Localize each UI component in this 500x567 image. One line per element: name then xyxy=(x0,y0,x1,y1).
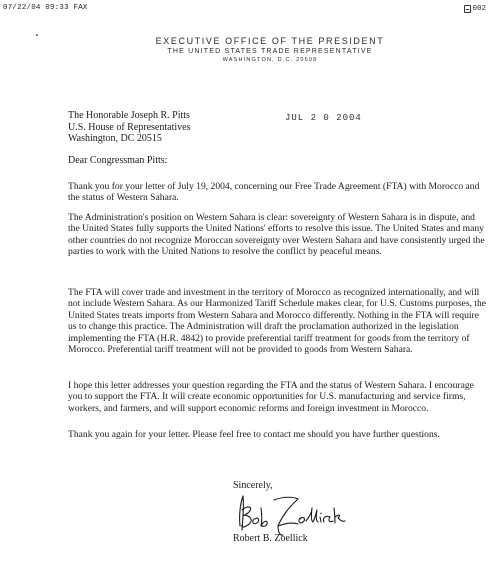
body-paragraph-3: The FTA will cover trade and investment in the territory of Morocco as recognized internationally, and will not include Western Sahara. As our Harmonized Tariff Schedule makes clear, for U.S. Customs purposes, the United States treats imports from Western Sahara and Morocco differently. Nothing in the FTA will require us to change this practice. The Administration will draft the proclamation authorized in the legislation implementing the FTA (H.R. 4842) to provide preferential tariff treatment for goods from the territory of Morocco. Preferential tariff treatment will not be provided to goods from Western Sahara. xyxy=(68,287,487,356)
fax-header: 07/22/04 09:33 FAX xyxy=(3,4,88,12)
fax-page-number xyxy=(464,5,486,13)
body-paragraph-1: Thank you for your letter of July 19, 2004, concerning our Free Trade Agreement (FTA) with Morocco and the status of Western Sahara. xyxy=(68,181,480,204)
closing: Sincerely, xyxy=(233,480,273,491)
signer-name: Robert B. Zoellick xyxy=(233,533,308,544)
recipient-name: The Honorable Joseph R. Pitts xyxy=(68,110,190,121)
page-box-icon xyxy=(464,5,471,13)
letterhead-agency: THE UNITED STATES TRADE REPRESENTATIVE xyxy=(167,48,373,55)
body-paragraph-2: The Administration's position on Western Sahara is clear: sovereignty of Western Sahara is in dispute, and the United States fully supports the United Nations' efforts to resolve this issue. The United States and many other countries do not recognize Moroccan sovereignty over Western Sahara and have consistently urged the parties to work with the United Nations to resolve the conflict by peaceful means. xyxy=(68,212,485,258)
scan-speck xyxy=(36,34,38,36)
salutation: Dear Congressman Pitts: xyxy=(68,155,168,166)
letterhead-address: WASHINGTON, D.C. 20508 xyxy=(222,57,318,63)
recipient-city: Washington, DC 20515 xyxy=(68,133,162,144)
body-paragraph-4: I hope this letter addresses your question regarding the FTA and the status of Western Sahara. I encourage you to support the FTA. It will create economic opportunities for U.S. manufacturing and service firms, workers, and farmers, and will support economic reforms and foreign investment in Morocco. xyxy=(68,380,474,414)
recipient-office: U.S. House of Representatives xyxy=(68,121,191,133)
date-stamp: JUL 2 0 2004 xyxy=(285,113,362,123)
recipient-block xyxy=(68,110,190,145)
letterhead-office: EXECUTIVE OFFICE OF THE PRESIDENT xyxy=(155,36,385,46)
handwritten-signature xyxy=(234,488,349,538)
letterhead xyxy=(140,36,400,64)
body-paragraph-5: Thank you again for your letter. Please feel free to contact me should you have further questions. xyxy=(68,429,440,440)
fax-page-number-text: 002 xyxy=(472,5,486,13)
